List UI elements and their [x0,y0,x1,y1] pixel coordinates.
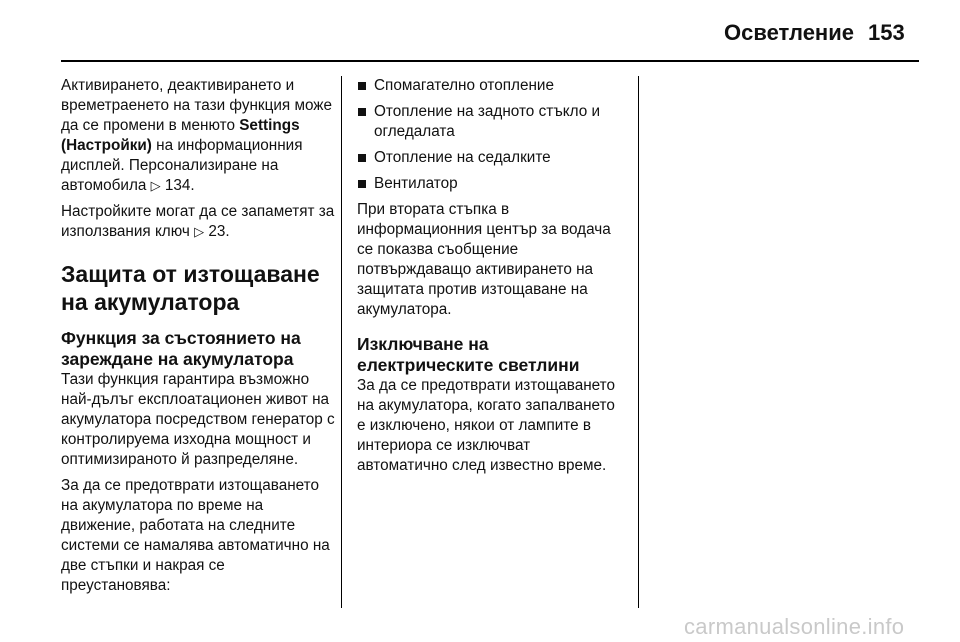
list-item-text: Вентилатор [374,175,458,192]
section-heading: Защита от изтощаване на акумулатора [61,261,320,315]
column-left [61,76,336,602]
arrow-reference-icon: ▷ [150,178,161,193]
list-item [357,76,619,96]
keys-paragraph [61,202,336,242]
page-reference: 23. [208,223,230,240]
subsection-heading: Изключване на електрическите светлини [357,334,580,375]
list-item-text: Отопление на задното стъкло и огледалата [374,103,601,140]
square-bullet-icon [358,180,366,188]
page-reference: 134. [164,177,195,194]
list-item [357,174,619,194]
page-title: Осветление [724,20,854,45]
watermark: carmanualsonline.info [684,614,905,639]
list-item-text: Спомагателно отопление [374,77,554,94]
column-middle [357,76,619,482]
header-divider [61,60,919,62]
intro-paragraph [61,76,336,196]
page-header [0,0,960,62]
square-bullet-icon [358,154,366,162]
keys-text: Настройките могат да се запаметят за използвания ключ [61,203,335,240]
intro-text-a: Активирането, деактивирането и времетраенето на тази функция може да се промени в менюто [61,77,333,134]
list-item [357,148,619,168]
intro-text-b: на информационния дисплей. Персонализиране на автомобила [61,137,303,194]
subsection-heading: Функция за състоянието на зареждане на акумулатора [61,328,301,369]
list-item [357,102,619,142]
square-bullet-icon [358,108,366,116]
menu-name-settings: Settings (Настройки) [61,117,300,154]
list-item-text: Отопление на седалките [374,149,551,166]
square-bullet-icon [358,82,366,90]
bullet-list [357,76,619,194]
arrow-reference-icon: ▷ [194,224,205,239]
body-paragraph: Тази функция гарантира възможно най-дълъг експлоатационен живот на акумулатора посредством генератор с контролируема изходна мощност и оптимизираното й разпределяне. [61,371,335,468]
body-paragraph: За да се предотврати изтощаването на акумулатора, когато запалването е изключено, някои от лампите в интериора се изключват автоматично след известно време. [357,377,616,474]
column-divider-right [638,76,639,608]
column-divider-left [341,76,342,608]
page-number: 153 [868,20,905,45]
body-paragraph: За да се предотврати изтощаването на акумулатора по време на движение, работата на следните системи се намалява автоматично на две стъпки и накрая се преустановява: [61,477,330,594]
body-paragraph: При втората стъпка в информационния център за водача се показва съобщение потвърждаващо активирането на защитата против изтощаване на акумулатора. [357,201,611,318]
